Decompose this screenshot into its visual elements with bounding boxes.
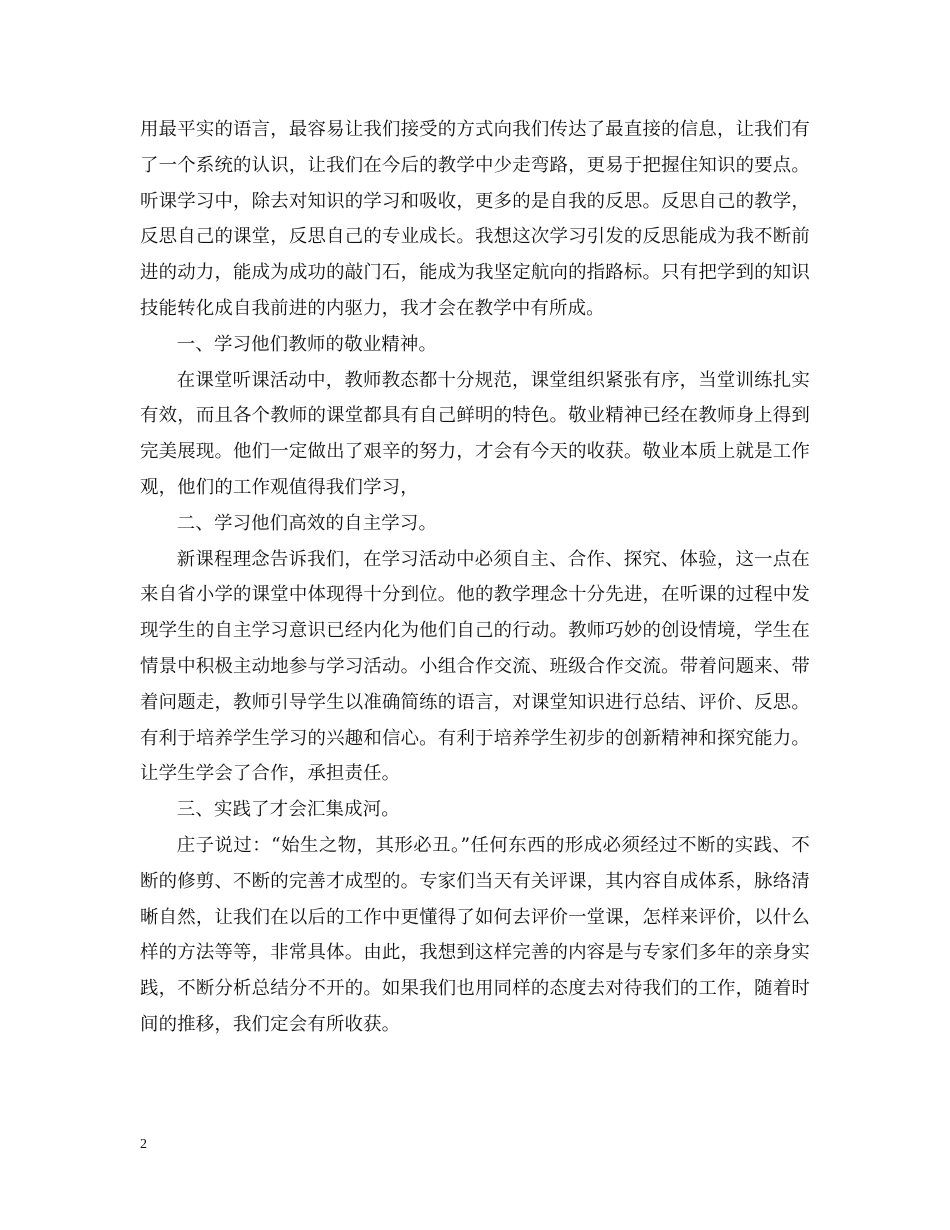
paragraph-intro: 用最平实的语言，最容易让我们接受的方式向我们传达了最直接的信息，让我们有了一个系统的认识，让我们在今后的教学中少走弯路，更易于把握住知识的要点。听课学习中，除去对知识的学习和吸收，更多的是自我的反思。反思自己的教学，反思自己的课堂，反思自己的专业成长。我想这次学习引发的反思能成为我不断前进的动力，能成为成功的敲门石，能成为我坚定航向的指路标。只有把学到的知识技能转化成自我前进的内驱力，我才会在教学中有所成。	[140, 119, 810, 319]
section-heading-2: 二、学习他们高效的自主学习。	[176, 512, 438, 534]
paragraph-section-2: 新课程理念告诉我们，在学习活动中必须自主、合作、探究、体验，这一点在来自省小学的课堂中体现得十分到位。他的教学理念十分先进，在听课的过程中发现学生的自主学习意识已经内化为他们自己的行动。教师巧妙的创设情境，学生在情景中积极主动地参与学习活动。小组合作交流、班级合作交流。带着问题来、带着问题走，教师引导学生以准确简练的语言，对课堂知识进行总结、评价、反思。有利于培养学生学习的兴趣和信心。有利于培养学生初步的创新精神和探究能力。让学生学会了合作，承担责任。	[140, 548, 810, 785]
paragraph-section-3: 庄子说过：“始生之物，其形必丑。”任何东西的形成必须经过不断的实践、不断的修剪、不断的完善才成型的。专家们当天有关评课，其内容自成体系，脉络清晰自然，让我们在以后的工作中更懂得了如何去评价一堂课，怎样来评价，以什么样的方法等等，非常具体。由此，我想到这样完善的内容是与专家们多年的亲身实践，不断分析总结分不开的。如果我们也用同样的态度去对待我们的工作，随着时间的推移，我们定会有所收获。	[140, 834, 810, 1035]
page-number: 2	[140, 1137, 147, 1152]
body-text	[140, 112, 810, 1043]
paragraph-section-1: 在课堂听课活动中，教师教态都十分规范，课堂组织紧张有序，当堂训练扎实有效，而且各个教师的课堂都具有自己鲜明的特色。敬业精神已经在教师身上得到完美展现。他们一定做出了艰辛的努力，才会有今天的收获。敬业本质上就是工作观，他们的工作观值得我们学习，	[140, 369, 810, 498]
section-heading-1: 一、学习他们教师的敬业精神。	[176, 333, 438, 355]
section-heading-3: 三、实践了才会汇集成河。	[176, 799, 400, 821]
